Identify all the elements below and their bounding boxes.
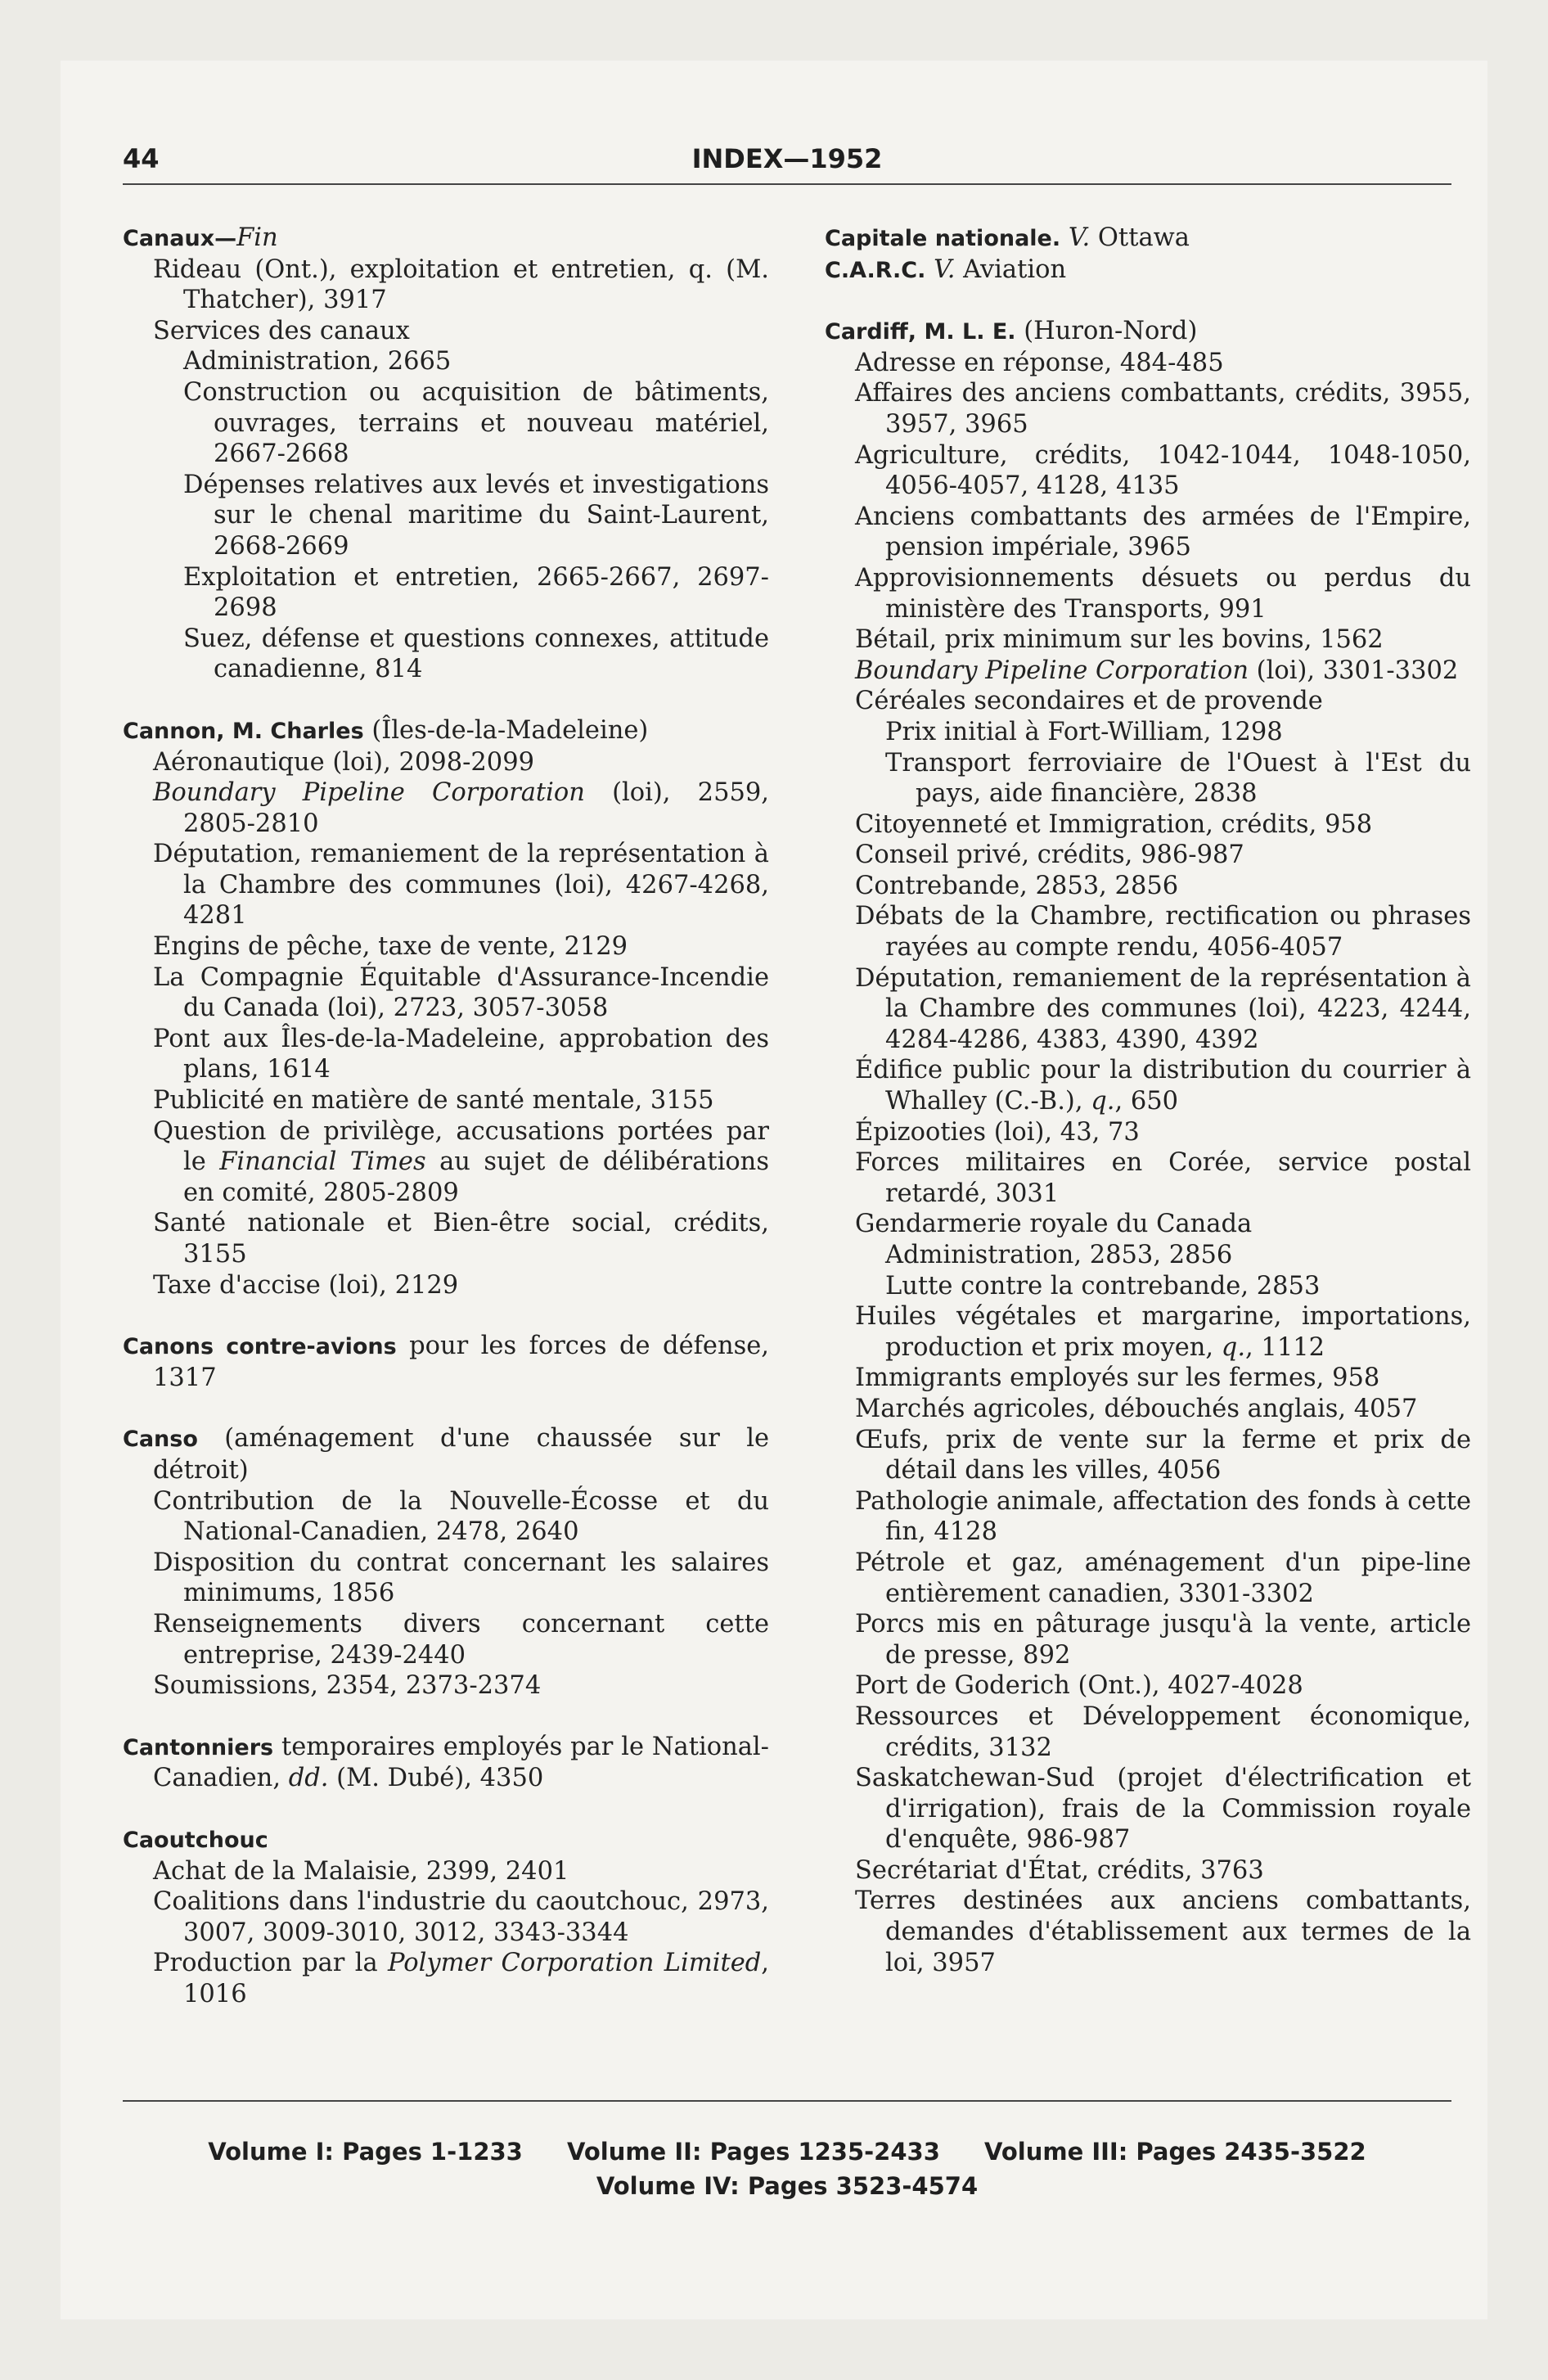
entry-cardiff — [825, 316, 1471, 1978]
right-column — [825, 223, 1471, 2008]
list-item: Construction ou acquisition de bâtiments, ouvrages, terrains et nouveau matériel, 2667-2668 — [183, 377, 769, 469]
list-item: Secrétariat d'État, crédits, 3763 — [855, 1855, 1264, 1885]
list-item: Députation, remaniement de la représentation à la Chambre des communes (loi), 4267-4268, 4281 — [153, 840, 769, 931]
list-item: Contribution de la Nouvelle-Écosse et du National-Canadien, 2478, 2640 — [153, 1486, 769, 1547]
list-item: Pont aux Îles-de-la-Madeleine, approbation des plans, 1614 — [153, 1024, 769, 1084]
entry-cannon — [123, 715, 769, 1300]
list-item: Épizooties (loi), 43, 73 — [855, 1117, 1140, 1147]
list-item: Soumissions, 2354, 2373-2374 — [153, 1671, 542, 1701]
entry-canaux — [123, 223, 769, 685]
entry-canso — [123, 1423, 769, 1701]
list-item: Administration, 2853, 2856 — [885, 1241, 1233, 1269]
list-item: Édifice public pour la distribution du courrier à Whalley (C.-B.), q., 650 — [855, 1056, 1471, 1116]
list-item: Députation, remaniement de la représentation à la Chambre des communes (loi), 4223, 4244, 4284-4286, 4383, 4390, 4392 — [855, 963, 1471, 1054]
list-item: Services des canaux — [153, 316, 410, 345]
entry-head: Canons contre-avions pour les forces de défense, 1317 — [123, 1332, 769, 1392]
list-item: Porcs mis en pâturage jusqu'à la vente, article de presse, 892 — [855, 1610, 1471, 1670]
page-number: 44 — [123, 143, 160, 174]
list-item: Renseignements divers concernant cette entreprise, 2439-2440 — [153, 1609, 769, 1670]
list-item: Marchés agricoles, débouchés anglais, 4057 — [855, 1394, 1418, 1423]
list-item: Transport ferroviaire de l'Ouest à l'Est du pays, aide financière, 2838 — [885, 748, 1471, 809]
list-item: Taxe d'accise (loi), 2129 — [153, 1270, 459, 1300]
list-item: Prix initial à Fort-William, 1298 — [885, 717, 1283, 746]
list-item: Disposition du contrat concernant les salaires minimums, 1856 — [153, 1548, 769, 1608]
list-item: Terres destinées aux anciens combattants, demandes d'établissement aux termes de la loi, 3957 — [855, 1886, 1471, 1977]
list-item: Achat de la Malaisie, 2399, 2401 — [153, 1856, 569, 1886]
list-item: Approvisionnements désuets ou perdus du ministère des Transports, 991 — [855, 563, 1471, 624]
entry-canons — [123, 1331, 769, 1393]
list-item: Forces militaires en Corée, service postal retardé, 3031 — [855, 1148, 1471, 1208]
running-head: INDEX—1952 — [691, 143, 883, 174]
volume-2: Volume II: Pages 1235-2433 — [566, 2138, 940, 2166]
footer-rule — [123, 2100, 1451, 2102]
entry-capitale: Capitale nationale. V. Ottawa — [825, 223, 1190, 252]
list-item: Citoyenneté et Immigration, crédits, 958 — [855, 809, 1373, 839]
list-item: Boundary Pipeline Corporation (loi), 2559, 2805-2810 — [153, 778, 769, 838]
volume-1: Volume I: Pages 1-1233 — [208, 2138, 523, 2166]
footer-line-1 — [123, 2134, 1451, 2169]
list-item: Coalitions dans l'industrie du caoutchouc, 2973, 3007, 3009-3010, 3012, 3343-3344 — [153, 1887, 769, 1947]
list-item: Bétail, prix minimum sur les bovins, 1562 — [855, 625, 1384, 655]
volume-footer — [123, 2134, 1451, 2203]
list-item: Adresse en réponse, 484-485 — [855, 348, 1224, 377]
list-item: Administration, 2665 — [183, 347, 452, 376]
list-item: Œufs, prix de vente sur la ferme et prix de détail dans les villes, 4056 — [855, 1425, 1471, 1485]
list-item: Publicité en matière de santé mentale, 3155 — [153, 1086, 714, 1116]
volume-4: Volume IV: Pages 3523-4574 — [596, 2172, 979, 2200]
list-item: Agriculture, crédits, 1042-1044, 1048-1050, 4056-4057, 4128, 4135 — [855, 440, 1471, 501]
list-item: Engins de pêche, taxe de vente, 2129 — [153, 932, 628, 962]
list-item: Immigrants employés sur les fermes, 958 — [855, 1364, 1380, 1393]
left-column — [123, 223, 769, 2040]
entry-caoutchouc — [123, 1824, 769, 2010]
list-item: Dépenses relatives aux levés et investigations sur le chenal maritime du Saint-Laurent, 2668-2669 — [183, 470, 769, 561]
list-item: Céréales secondaires et de provende — [855, 687, 1323, 716]
list-item: Contrebande, 2853, 2856 — [855, 871, 1179, 900]
list-item: Lutte contre la contrebande, 2853 — [885, 1271, 1321, 1300]
list-item: La Compagnie Équitable d'Assurance-Incendie du Canada (loi), 2723, 3057-3058 — [153, 962, 769, 1023]
list-item: Boundary Pipeline Corporation (loi), 3301-3302 — [855, 656, 1459, 685]
entry-head: Canaux—Fin — [123, 223, 278, 252]
volume-3: Volume III: Pages 2435-3522 — [984, 2138, 1366, 2166]
list-item: Huiles végétales et margarine, importations, production et prix moyen, q., 1112 — [855, 1302, 1471, 1362]
list-item: Suez, défense et questions connexes, attitude canadienne, 814 — [183, 624, 769, 684]
list-item: Conseil privé, crédits, 986-987 — [855, 841, 1244, 870]
entry-head: Cantonniers temporaires employés par le National-Canadien, dd. (M. Dubé), 4350 — [123, 1732, 769, 1793]
entry-head: Canso (aménagement d'une chaussée sur le détroit) — [123, 1424, 769, 1485]
list-item: Débats de la Chambre, rectification ou phrases rayées au compte rendu, 4056-4057 — [855, 902, 1471, 962]
entry-cantonniers — [123, 1732, 769, 1794]
entry-head: Cardiff, M. L. E. (Huron-Nord) — [825, 317, 1198, 346]
footer-line-2 — [123, 2169, 1451, 2203]
list-item: Aéronautique (loi), 2098-2099 — [153, 747, 535, 777]
list-item: Affaires des anciens combattants, crédits, 3955, 3957, 3965 — [855, 379, 1471, 439]
list-item: Port de Goderich (Ont.), 4027-4028 — [855, 1671, 1303, 1701]
header-rule — [123, 183, 1451, 185]
list-item: Saskatchewan-Sud (projet d'électrification et d'irrigation), frais de la Commission royale d'enquête, 986-987 — [855, 1764, 1471, 1855]
list-item: Production par la Polymer Corporation Limited, 1016 — [153, 1949, 769, 2008]
list-item: Gendarmerie royale du Canada — [855, 1210, 1253, 1239]
entry-head: Caoutchouc — [123, 1827, 268, 1853]
list-item: Rideau (Ont.), exploitation et entretien, q. (M. Thatcher), 3917 — [153, 255, 769, 315]
entry-carc: C.A.R.C. V. Aviation — [825, 255, 1067, 284]
list-item: Santé nationale et Bien-être social, crédits, 3155 — [153, 1209, 769, 1269]
list-item: Exploitation et entretien, 2665-2667, 2697-2698 — [183, 562, 769, 623]
list-item: Ressources et Développement économique, crédits, 3132 — [855, 1702, 1471, 1762]
list-item: Question de privilège, accusations portées par le Financial Times au sujet de délibérations en comité, 2805-2809 — [153, 1116, 769, 1207]
list-item: Pathologie animale, affectation des fonds à cette fin, 4128 — [855, 1486, 1471, 1547]
page-header — [123, 143, 1451, 184]
entry-head: Cannon, M. Charles (Îles-de-la-Madeleine) — [123, 715, 649, 745]
list-item: Anciens combattants des armées de l'Empire, pension impériale, 3965 — [855, 502, 1471, 562]
list-item: Pétrole et gaz, aménagement d'un pipe-line entièrement canadien, 3301-3302 — [855, 1548, 1471, 1608]
